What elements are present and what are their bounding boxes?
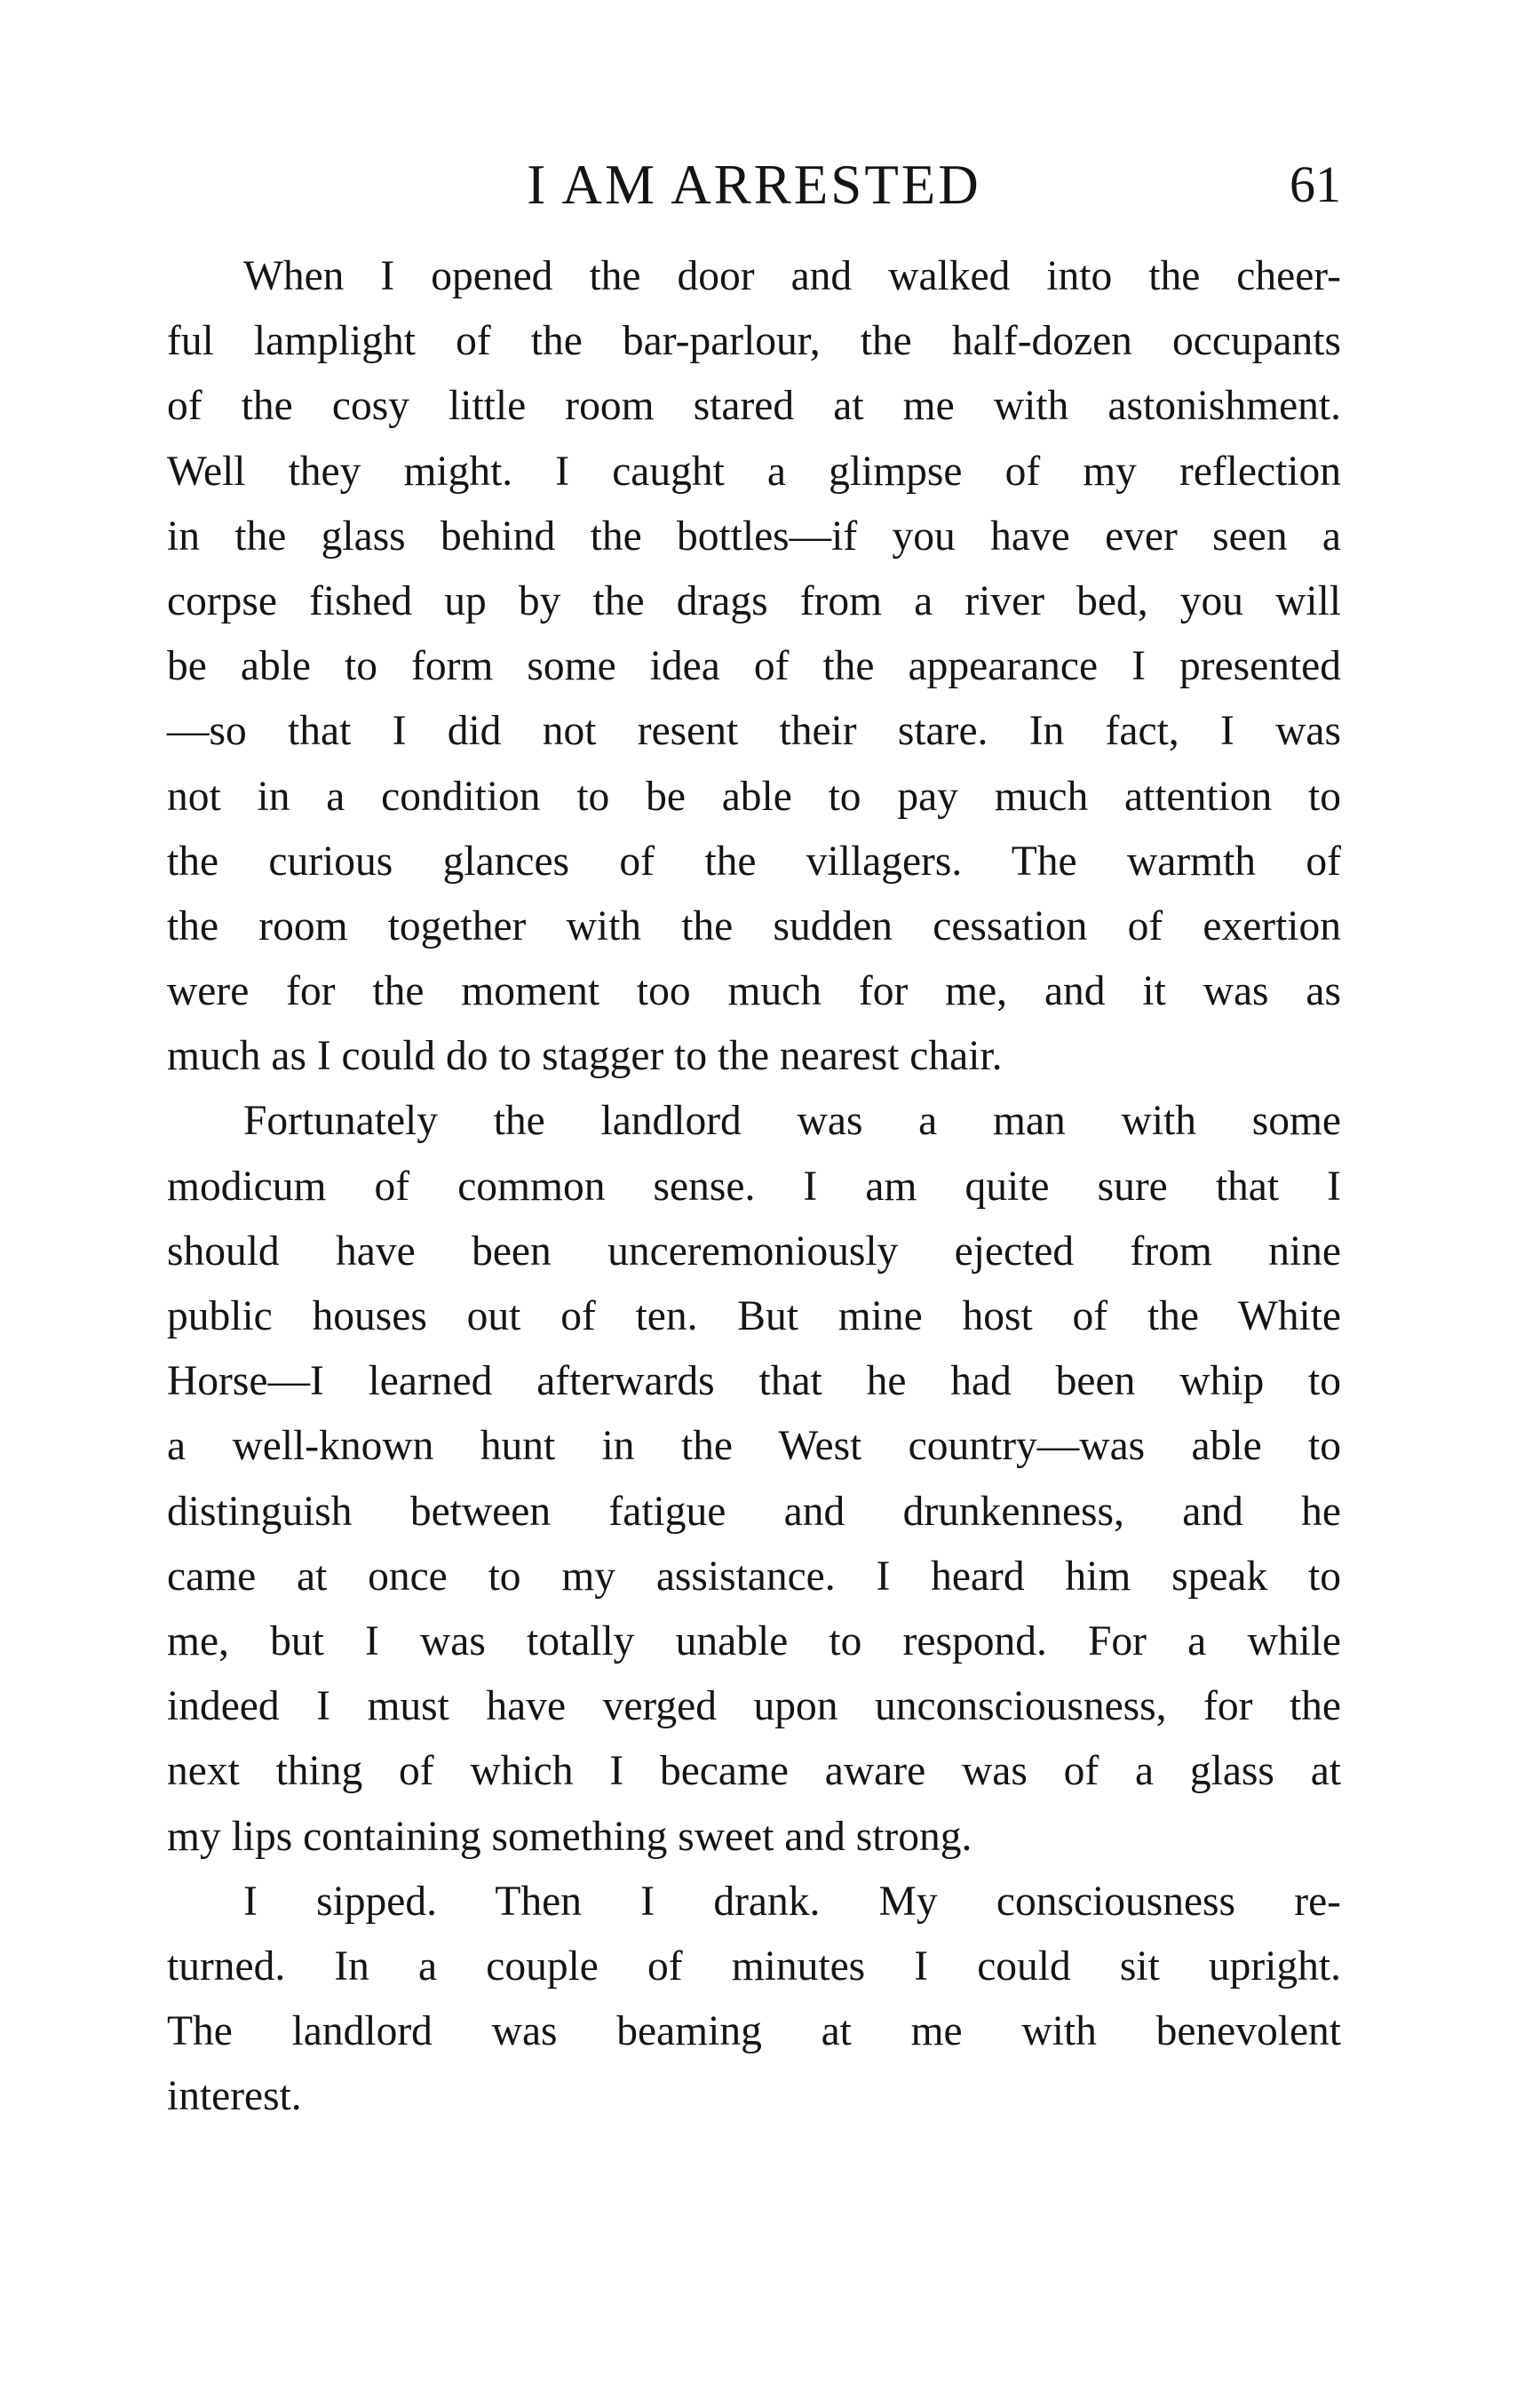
text-line: public houses out of ten. But mine host of the White	[167, 1293, 1341, 1339]
text-line: distinguish between fatigue and drunkenness, and he	[167, 1488, 1341, 1535]
text-line: be able to form some idea of the appearance I presented	[167, 643, 1341, 690]
text-line: ful lamplight of the bar-parlour, the half-dozen occupants	[167, 318, 1341, 365]
text-line: the curious glances of the villagers. The warmth of	[167, 838, 1341, 885]
text-line: I sipped. Then I drank. My consciousness re-	[243, 1878, 1341, 1925]
text-line: Horse—I learned afterwards that he had been whip to	[167, 1358, 1341, 1405]
text-line: next thing of which I became aware was of a glass at	[167, 1748, 1341, 1795]
text-line: indeed I must have verged upon unconsciousness, for the	[167, 1683, 1341, 1730]
text-line: The landlord was beaming at me with benevolent	[167, 2008, 1341, 2055]
text-line: not in a condition to be able to pay much attention to	[167, 773, 1341, 820]
text-line: When I opened the door and walked into the cheer-	[243, 253, 1341, 299]
paragraph-3	[167, 1870, 1341, 2130]
text-line: Well they might. I caught a glimpse of my reflection	[167, 448, 1341, 495]
text-line: turned. In a couple of minutes I could sit upright.	[167, 1942, 1341, 1990]
text-line: interest.	[167, 2073, 302, 2120]
paragraph-1	[167, 244, 1341, 1089]
text-line: much as I could do to stagger to the nearest chair.	[167, 1033, 1003, 1080]
text-line: in the glass behind the bottles—if you have ever seen a	[167, 512, 1341, 560]
text-line: me, but I was totally unable to respond. For a while	[167, 1617, 1341, 1664]
text-line: were for the moment too much for me, and it was as	[167, 968, 1341, 1015]
text-line: the room together with the sudden cessation of exertion	[167, 902, 1341, 949]
text-line: corpse fished up by the drags from a river bed, you will	[167, 577, 1341, 624]
text-line: came at once to my assistance. I heard him speak to	[167, 1553, 1341, 1600]
body-text	[167, 244, 1341, 2129]
text-line: Fortunately the landlord was a man with some	[243, 1098, 1341, 1145]
paragraph-2	[167, 1089, 1341, 1869]
page-number: 61	[1290, 155, 1341, 213]
chapter-title: I AM ARRESTED	[527, 154, 981, 216]
text-line: should have been unceremoniously ejected from nine	[167, 1227, 1341, 1275]
text-line: my lips containing something sweet and strong.	[167, 1813, 972, 1860]
text-line: a well-known hunt in the West country—was able to	[167, 1423, 1341, 1470]
text-line: —so that I did not resent their stare. In fact, I was	[167, 708, 1341, 755]
running-head	[167, 149, 1341, 220]
text-line: of the cosy little room stared at me with astonishment.	[167, 383, 1341, 430]
text-line: modicum of common sense. I am quite sure that I	[167, 1163, 1341, 1210]
